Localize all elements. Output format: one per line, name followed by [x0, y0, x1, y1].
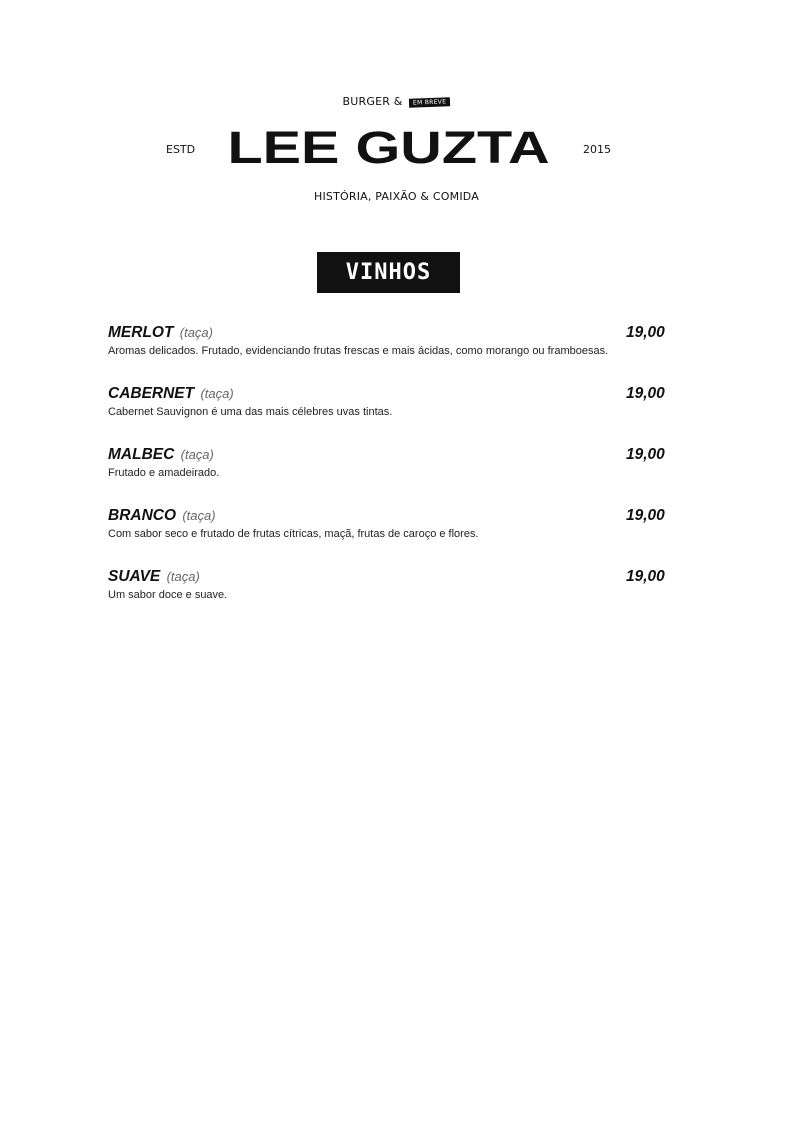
item-description: Frutado e amadeirado. [108, 467, 220, 479]
menu-item-suave [108, 567, 708, 628]
item-description: Com sabor seco e frutado de frutas cítricas, maçã, frutas de caroço e flores. [108, 528, 479, 540]
item-name [108, 567, 200, 587]
item-head [108, 506, 708, 526]
brand-row [0, 122, 793, 174]
tagline [0, 95, 793, 108]
section-title: VINHOS [345, 260, 432, 285]
item-head [108, 567, 708, 587]
item-price: 19,00 [626, 324, 665, 341]
item-head [108, 384, 708, 404]
brand-logo-text: LEE GUZTA [227, 122, 550, 173]
item-serving: (taça) [182, 508, 216, 523]
item-head [108, 445, 708, 465]
menu-item-malbec [108, 445, 708, 506]
item-price: 19,00 [626, 385, 665, 402]
wine-list [108, 323, 708, 628]
item-name-text: BRANCO [108, 507, 177, 524]
item-name-text: MERLOT [108, 324, 174, 341]
menu-item-branco [108, 506, 708, 567]
item-price: 19,00 [626, 446, 665, 463]
item-price: 19,00 [626, 568, 665, 585]
item-serving: (taça) [166, 569, 200, 584]
menu-item-merlot [108, 323, 708, 384]
item-name-text: MALBEC [108, 446, 175, 463]
item-serving: (taça) [179, 325, 213, 340]
estd-label: ESTD [166, 143, 196, 156]
coming-soon-badge: EM BREVE [409, 97, 451, 107]
item-name [108, 506, 216, 526]
item-description: Um sabor doce e suave. [108, 589, 228, 601]
item-serving: (taça) [200, 386, 234, 401]
item-name-text: SUAVE [108, 568, 161, 585]
item-head [108, 323, 708, 343]
tagline-text: BURGER & [342, 95, 403, 108]
item-name [108, 384, 234, 404]
item-price: 19,00 [626, 507, 665, 524]
menu-item-cabernet [108, 384, 708, 445]
item-serving: (taça) [180, 447, 214, 462]
item-name [108, 323, 213, 343]
item-description: Aromas delicados. Frutado, evidenciando frutas frescas e mais ácidas, como morango ou framboesas. [108, 345, 609, 357]
item-name [108, 445, 214, 465]
subtitle: HISTÓRIA, PAIXÃO & COMIDA [314, 190, 479, 203]
established-year: 2015 [583, 143, 611, 156]
item-name-text: CABERNET [108, 385, 195, 402]
section-heading-box [317, 252, 460, 293]
item-description: Cabernet Sauvignon é uma das mais célebres uvas tintas. [108, 406, 393, 418]
